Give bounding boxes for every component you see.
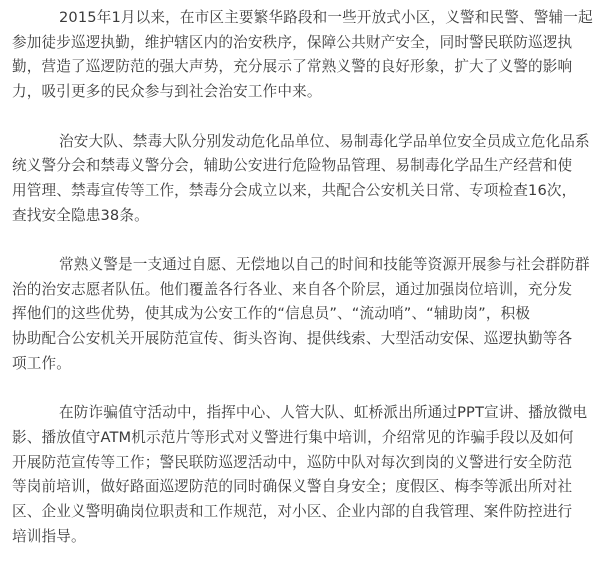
text-line: 开展防范宣传等工作；警民联防巡逻活动中，巡防中队对每次到岗的义警进行安全防范 (12, 453, 573, 471)
text-line: 治的治安志愿者队伍。他们覆盖各行各业、来自各个阶层，通过加强岗位培训，充分发 (12, 280, 573, 298)
text-line: 等岗前培训，做好路面巡逻防范的同时确保义警自身安全；度假区、梅李等派出所对社 (12, 478, 573, 496)
text-line: 影、播放值守ATM机示范片等形式对义警进行集中培训，介绍常见的诈骗手段以及如何 (12, 428, 574, 446)
text-line: 培训指导。 (12, 527, 86, 545)
text-line: 常熟义警是一支通过自愿、无偿地以自己的时间和技能等资源开展参与社会群防群 (59, 256, 590, 273)
paragraph-volunteers (12, 253, 597, 377)
paragraph-branches (12, 130, 597, 229)
text-line: 力，吸引更多的民众参与到社会治安工作中来。 (12, 83, 322, 101)
text-line: 参加徒步巡逻执勤，维护辖区内的治安秩序，保障公共财产安全，同时警民联防巡逻执 (12, 33, 573, 51)
text-line: 项工作。 (12, 354, 71, 372)
paragraph-training (12, 401, 597, 549)
article-body (12, 6, 597, 574)
text-line: 查找安全隐患38条。 (12, 206, 149, 224)
text-line: 2015年1月以来，在市区主要繁华路段和一些开放式小区，义警和民警、警辅一起 (59, 9, 593, 26)
paragraph-patrol (12, 6, 597, 105)
text-line: 区、企业义警明确岗位职责和工作规范，对小区、企业内部的自我管理、案件防控进行 (12, 503, 573, 521)
text-line: 治安大队、禁毒大队分别发动危化品单位、易制毒化学品单位安全员成立危化品系 (59, 132, 590, 150)
text-line: 挥他们的这些优势，使其成为公安工作的“信息员”、“流动哨”、“辅助岗”，积极 (12, 305, 531, 323)
text-line: 勤，营造了巡逻防范的强大声势，充分展示了常熟义警的良好形象，扩大了义警的影响 (12, 58, 573, 76)
text-line: 统义警分会和禁毒义警分会，辅助公安进行危险物品管理、易制毒化学品生产经营和使 (12, 157, 573, 175)
text-line: 协助配合公安机关开展防范宣传、街头咨询、提供线索、大型活动安保、巡逻执勤等各 (12, 330, 573, 348)
text-line: 用管理、禁毒宣传等工作，禁毒分会成立以来，共配合公安机关日常、专项检查16次， (12, 181, 577, 199)
text-line: 在防诈骗值守活动中，指挥中心、人管大队、虹桥派出所通过PPT宣讲、播放微电 (59, 404, 588, 422)
